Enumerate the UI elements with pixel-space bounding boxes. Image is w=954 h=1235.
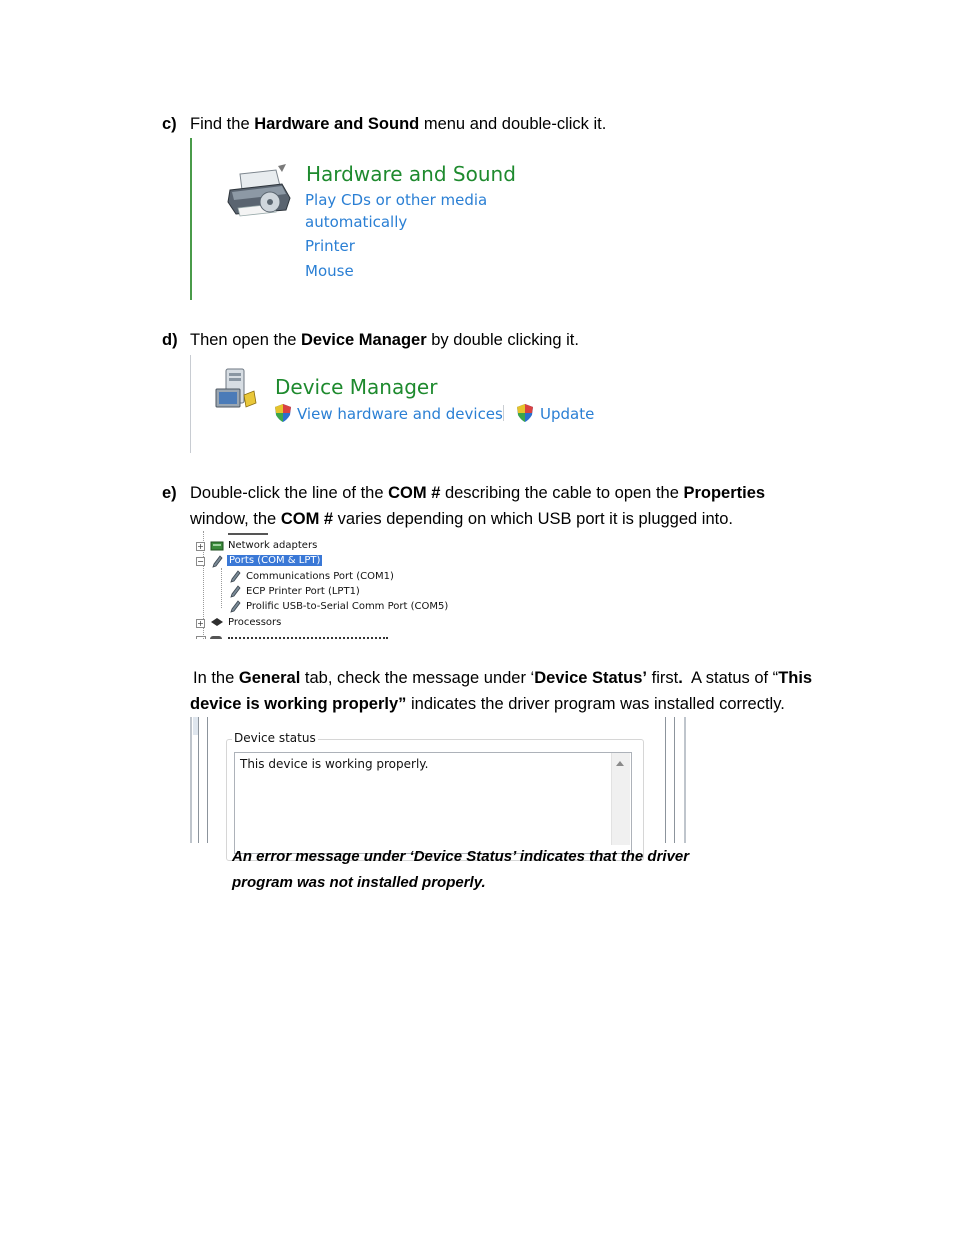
text: Then open the bbox=[190, 331, 302, 349]
step-text-line2 bbox=[190, 506, 830, 532]
window-edge bbox=[207, 717, 208, 843]
note-line1: An error message under ‘Device Status’ indicates that the driver bbox=[232, 848, 690, 865]
scroll-up-icon[interactable] bbox=[616, 761, 624, 766]
clipped-row bbox=[212, 531, 272, 535]
collapse-icon[interactable]: − bbox=[197, 557, 204, 566]
port-icon bbox=[228, 585, 242, 599]
view-hardware-and-devices-link[interactable]: View hardware and devices bbox=[297, 405, 503, 423]
window-edge bbox=[665, 717, 666, 843]
window-edge bbox=[674, 717, 675, 843]
port-icon bbox=[210, 555, 224, 569]
text: describing the cable to open the bbox=[440, 484, 684, 502]
scrollbar[interactable] bbox=[611, 753, 630, 845]
tree-row-network-adapters[interactable]: Network adapters bbox=[228, 540, 318, 551]
clipped-row bbox=[196, 634, 396, 639]
step-letter: e) bbox=[162, 484, 177, 502]
port-icon bbox=[228, 600, 242, 614]
paragraph-line2 bbox=[190, 691, 785, 717]
tree-row-ports[interactable] bbox=[227, 554, 322, 568]
window-edge bbox=[190, 717, 192, 843]
device-manager-screenshot bbox=[190, 355, 595, 453]
expand-icon[interactable]: + bbox=[197, 619, 204, 628]
window-edge bbox=[684, 717, 686, 843]
text: A status of “ bbox=[682, 669, 779, 687]
step-letter: d) bbox=[162, 331, 178, 349]
play-cds-link[interactable]: Play CDs or other media bbox=[305, 191, 488, 209]
left-border bbox=[190, 355, 191, 453]
tree-row-processors[interactable]: Processors bbox=[228, 617, 282, 628]
error-note bbox=[232, 844, 812, 896]
bold-text: COM # bbox=[388, 484, 441, 502]
hardware-and-sound-title[interactable]: Hardware and Sound bbox=[306, 162, 516, 186]
bold-text: . bbox=[678, 669, 683, 687]
processor-icon bbox=[210, 617, 224, 628]
shield-icon bbox=[516, 403, 534, 423]
mouse-link[interactable]: Mouse bbox=[305, 262, 354, 280]
text: menu and double-click it. bbox=[419, 115, 607, 133]
note-line2: program was not installed properly. bbox=[232, 874, 486, 891]
device-status-message: This device is working properly. bbox=[240, 757, 429, 771]
tree-row-com5[interactable]: Prolific USB-to-Serial Comm Port (COM5) bbox=[246, 601, 449, 612]
shield-icon bbox=[274, 403, 292, 423]
device-status-label: Device status bbox=[234, 731, 316, 745]
hardware-and-sound-screenshot bbox=[190, 138, 520, 300]
bold-text: General bbox=[238, 669, 301, 687]
step-text bbox=[190, 111, 830, 137]
text: In the bbox=[193, 669, 239, 687]
text: first bbox=[647, 669, 679, 687]
text: varies depending on which USB port it is plugged into. bbox=[333, 510, 733, 528]
text: Double-click the line of the bbox=[190, 484, 389, 502]
device-manager-title[interactable]: Device Manager bbox=[275, 375, 438, 399]
bold-text: Hardware and Sound bbox=[254, 115, 420, 133]
window-edge bbox=[198, 717, 199, 843]
text: by double clicking it. bbox=[426, 331, 579, 349]
bold-text: Properties bbox=[683, 484, 766, 502]
port-icon bbox=[228, 570, 242, 584]
selected-label[interactable]: Ports (COM & LPT) bbox=[229, 555, 321, 566]
link-separator bbox=[503, 405, 504, 421]
bold-text: Device Manager bbox=[301, 331, 427, 349]
tree-row-lpt1[interactable]: ECP Printer Port (LPT1) bbox=[246, 586, 360, 597]
update-link[interactable]: Update bbox=[540, 405, 595, 423]
step-letter: c) bbox=[162, 115, 177, 133]
printer-link[interactable]: Printer bbox=[305, 237, 355, 255]
expand-icon[interactable]: + bbox=[197, 542, 204, 551]
automatically-link[interactable]: automatically bbox=[305, 213, 408, 231]
text: tab, check the message under ‘ bbox=[300, 669, 535, 687]
computer-icon bbox=[214, 367, 260, 413]
window-edge bbox=[193, 717, 198, 735]
tree-line bbox=[221, 568, 222, 608]
bold-text: device is working properly” bbox=[190, 695, 407, 713]
device-tree bbox=[194, 531, 454, 639]
paragraph-line1 bbox=[193, 665, 812, 691]
printer-icon bbox=[226, 164, 294, 220]
tree-row-com1[interactable]: Communications Port (COM1) bbox=[246, 571, 394, 582]
bold-text: This bbox=[778, 669, 813, 687]
left-border bbox=[190, 138, 192, 300]
step-text bbox=[190, 480, 830, 506]
text: indicates the driver program was installed correctly. bbox=[406, 695, 785, 713]
bold-text: COM # bbox=[280, 510, 334, 528]
text: Find the bbox=[190, 115, 255, 133]
network-adapter-icon bbox=[210, 541, 224, 552]
device-status-screenshot bbox=[190, 717, 688, 843]
step-text bbox=[190, 327, 830, 353]
text: window, the bbox=[190, 510, 281, 528]
bold-text: Device Status’ bbox=[534, 669, 648, 687]
